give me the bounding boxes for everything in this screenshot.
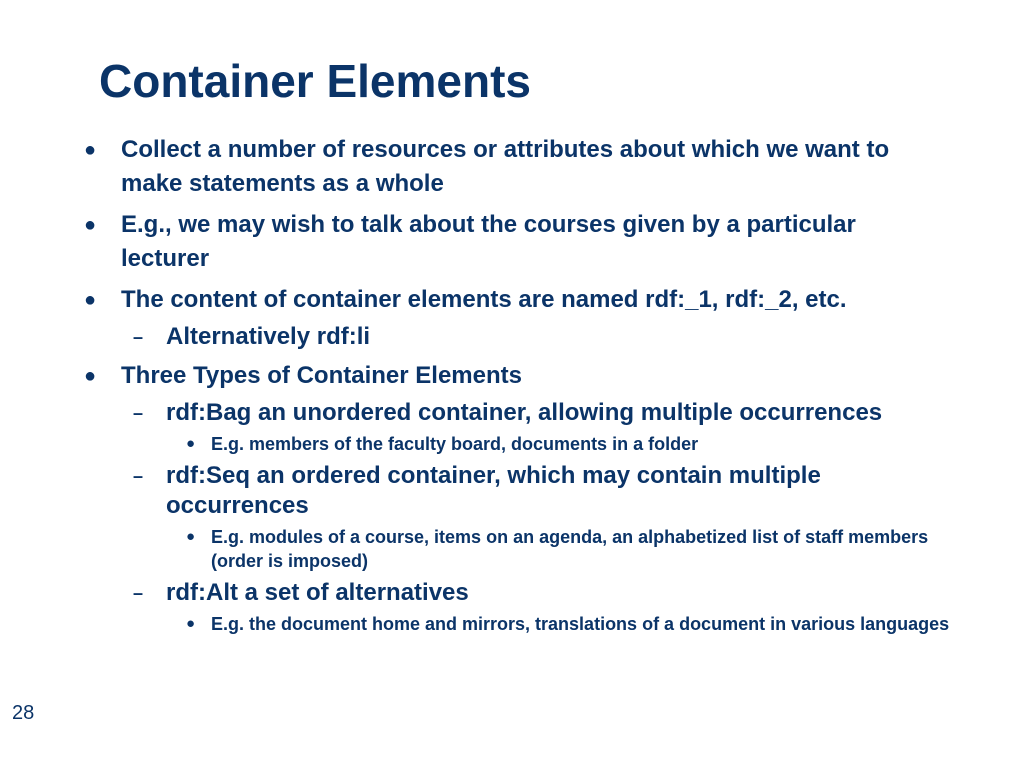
- sub-sub-bullet-item: [0, 525, 971, 573]
- bullet-dot-icon: ●: [84, 289, 97, 311]
- bullet-item: [0, 208, 941, 276]
- bullet-item: [0, 133, 941, 201]
- bullet-item: [0, 283, 941, 317]
- sub-bullet-item: [0, 322, 956, 352]
- bullet-text: E.g., we may wish to talk about the courses given by a particular lecturer: [121, 211, 856, 272]
- bullet-text: Three Types of Container Elements: [121, 362, 522, 389]
- slide-title: Container Elements: [99, 55, 531, 107]
- sub-sub-bullet-text: E.g. modules of a course, items on an agenda, an alphabetized list of staff members (order is imposed): [211, 527, 929, 571]
- bullet-dot-icon: ●: [84, 214, 97, 236]
- small-bullet-dot-icon: ●: [186, 528, 196, 545]
- sub-sub-bullet-item: [0, 612, 971, 636]
- sub-bullet-item: [0, 461, 956, 521]
- sub-bullet-item: [0, 578, 956, 608]
- bullet-dot-icon: ●: [84, 139, 97, 161]
- bullet-dot-icon: ●: [84, 365, 97, 387]
- bullet-item: [0, 359, 941, 393]
- small-bullet-dot-icon: ●: [186, 435, 196, 452]
- sub-bullet-text: Alternatively rdf:li: [166, 323, 371, 350]
- sub-sub-bullet-text: E.g. the document home and mirrors, translations of a document in various languages: [211, 614, 950, 634]
- sub-bullet-text: rdf:Seq an ordered container, which may contain multiple occurrences: [166, 462, 821, 519]
- sub-sub-bullet-text: E.g. members of the faculty board, documents in a folder: [211, 434, 699, 454]
- sub-sub-bullet-item: [0, 432, 971, 456]
- bullet-text: Collect a number of resources or attributes about which we want to make statements as a whole: [121, 136, 890, 197]
- sub-bullet-text: rdf:Alt a set of alternatives: [166, 579, 469, 606]
- small-bullet-dot-icon: ●: [186, 615, 196, 632]
- bullet-list: [0, 126, 1024, 636]
- dash-icon: –: [133, 327, 144, 347]
- dash-icon: –: [133, 403, 144, 423]
- dash-icon: –: [133, 466, 144, 486]
- dash-icon: –: [133, 583, 144, 603]
- sub-bullet-item: [0, 398, 956, 428]
- sub-bullet-text: rdf:Bag an unordered container, allowing multiple occurrences: [166, 399, 883, 426]
- bullet-text: The content of container elements are named rdf:_1, rdf:_2, etc.: [121, 286, 847, 313]
- page-number: 28: [12, 702, 35, 724]
